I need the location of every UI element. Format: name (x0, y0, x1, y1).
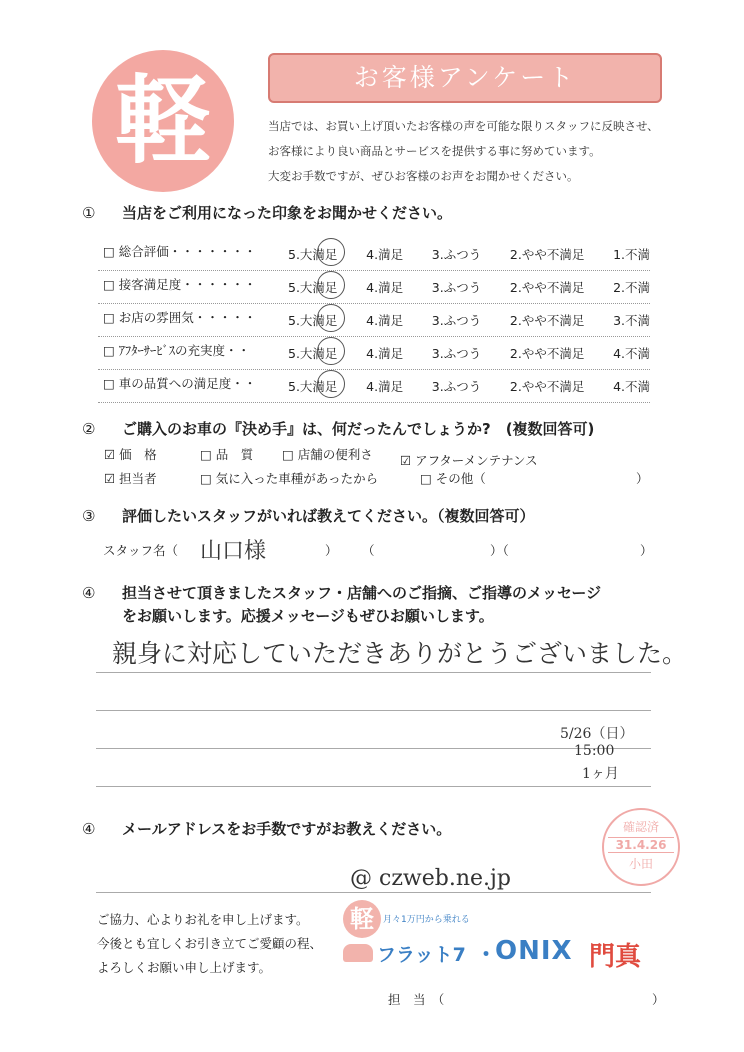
car-icon (343, 944, 373, 962)
rating-option[interactable]: 4.満足 (366, 280, 404, 295)
q1-heading (82, 202, 452, 223)
rating-option[interactable]: 4.満足 (366, 313, 404, 328)
checkbox-quality[interactable]: □ 品 質 (200, 447, 254, 462)
footer-line-2: 今後とも宜しくお引き立てご愛顧の程、 (97, 936, 323, 951)
checkbox-after-maintenance[interactable]: ☑ アフターメンテナンス (400, 453, 538, 468)
brand-name-kadoma: 門真 (589, 942, 642, 972)
rating-option[interactable]: 5.大満足 (288, 280, 338, 295)
rating-option[interactable]: 4.満足 (366, 346, 404, 361)
rating-option[interactable]: 3.ふつう (431, 346, 482, 361)
rating-rule (98, 270, 650, 271)
email-value[interactable]: @ czweb.ne.jp (350, 866, 511, 891)
q5-number: ④ (82, 820, 96, 838)
rating-option[interactable]: 3.不満 (613, 313, 650, 328)
confirmation-stamp (602, 808, 680, 886)
rating-option[interactable]: 1.不満 (613, 247, 650, 262)
q1-number: ① (82, 204, 96, 222)
other-close-paren: ） (636, 471, 649, 486)
brand-logo (335, 900, 660, 976)
q2-heading-text: ご購入のお車の『決め手』は、何だったんでしょうか? (複数回答可) (122, 420, 595, 438)
message-rule (96, 786, 651, 787)
checkbox-price[interactable]: ☑ 価 格 (104, 447, 157, 462)
rating-option[interactable]: 2.不満 (613, 280, 650, 295)
rating-label-1[interactable]: □ 総合評価・・・・・・・ (103, 244, 257, 259)
brand-tagline: 月々1万円から乗れる (383, 915, 470, 925)
period-note: 1ヶ月 (582, 766, 619, 782)
handwritten-circle-mark (317, 370, 345, 398)
stamp-name: 小田 (628, 857, 653, 871)
rating-option[interactable]: 5.大満足 (288, 247, 338, 262)
paren: （ (362, 543, 375, 558)
rating-option[interactable]: 3.ふつう (431, 313, 482, 328)
q4-number: ④ (82, 584, 96, 602)
handwritten-circle-mark (317, 271, 345, 299)
brand-name-flat7: フラット7 (377, 944, 466, 966)
q4-heading-line1: 担当させて頂きましたスタッフ・店舗へのご指摘、ご指導のメッセージ (122, 584, 602, 602)
checkbox-favorite-model[interactable]: □ 気に入った車種があったから (200, 471, 379, 486)
checkbox-store-convenience[interactable]: □ 店舗の便利さ (282, 447, 373, 462)
q4-heading (82, 582, 601, 603)
date-note: 5/26（日） (560, 726, 634, 742)
rating-label-2[interactable]: □ 接客満足度・・・・・・ (103, 277, 257, 292)
rating-option[interactable]: 4.不満 (613, 346, 650, 361)
brand-glyph: 軽 (343, 900, 381, 938)
paren: ）（ (490, 543, 509, 558)
rating-label-3[interactable]: □ お店の雰囲気・・・・・ (103, 310, 257, 325)
rating-option[interactable]: 2.やや不満足 (509, 313, 585, 328)
rating-option[interactable]: 2.やや不満足 (509, 247, 585, 262)
handwritten-circle-mark (317, 304, 345, 332)
stamp-date: 31.4.26 (608, 837, 674, 853)
logo-glyph: 軽 (115, 64, 211, 177)
message-text[interactable]: 親身に対応していただきありがとうございました。 (112, 639, 688, 668)
rating-option[interactable]: 4.不満 (613, 379, 650, 394)
rating-rule (98, 336, 650, 337)
rating-option[interactable]: 5.大満足 (288, 379, 338, 394)
paren: ） (325, 543, 338, 558)
rating-label-5[interactable]: □ 車の品質への満足度・・ (103, 376, 257, 391)
rating-option[interactable]: 3.ふつう (431, 280, 482, 295)
checkbox-other[interactable]: □ その他（ (420, 471, 486, 486)
rating-rule (98, 369, 650, 370)
q3-number: ③ (82, 507, 96, 525)
intro-line-3: 大変お手数ですが、ぜひお客様のお声をお聞かせください。 (268, 169, 579, 183)
handwritten-circle-mark (317, 238, 345, 266)
brand-dot: ・ (475, 943, 498, 968)
checkbox-staff[interactable]: ☑ 担当者 (104, 471, 157, 486)
stamp-top-text: 確認済 (622, 820, 659, 834)
q3-heading (82, 505, 535, 526)
footer-line-1: ご協力、心よりお礼を申し上げます。 (97, 912, 309, 927)
q2-heading (82, 418, 594, 439)
q4-heading-line2: をお願いします。応援メッセージもぜひお願いします。 (122, 607, 494, 625)
staff-name-value[interactable]: 山口様 (200, 539, 267, 564)
intro-line-1: 当店では、お買い上げ頂いたお客様の声を可能な限りスタッフに反映させ、 (268, 119, 659, 133)
rating-label-4[interactable]: □ ｱﾌﾀｰｻｰﾋﾞｽの充実度・・ (103, 343, 251, 358)
message-rule (96, 672, 651, 673)
handwritten-circle-mark (317, 337, 345, 365)
tanto-label: 担 当 （ (388, 992, 445, 1007)
time-note: 15:00 (574, 743, 615, 759)
rating-option[interactable]: 3.ふつう (431, 379, 482, 394)
rating-option[interactable]: 5.大満足 (288, 313, 338, 328)
message-rule (96, 710, 651, 711)
q1-heading-text: 当店をご利用になった印象をお聞かせください。 (122, 204, 453, 222)
q5-heading (82, 818, 451, 839)
tanto-close-paren: ） (652, 992, 665, 1007)
staff-name-label: スタッフ名（ (103, 543, 179, 558)
survey-title: お客様アンケート (268, 53, 662, 103)
rating-option[interactable]: 2.やや不満足 (509, 280, 585, 295)
rating-option[interactable]: 3.ふつう (431, 247, 482, 262)
q3-heading-text: 評価したいスタッフがいれば教えてください。（複数回答可） (122, 507, 535, 525)
intro-line-2: お客様により良い商品とサービスを提供する事に努めています。 (268, 144, 601, 158)
paren: ） (640, 543, 653, 558)
brand-name-onix: ONIX (495, 936, 573, 966)
rating-option[interactable]: 5.大満足 (288, 346, 338, 361)
rating-rule (98, 303, 650, 304)
email-rule (96, 892, 651, 893)
q2-number: ② (82, 420, 96, 438)
rating-option[interactable]: 2.やや不満足 (509, 379, 585, 394)
q5-heading-text: メールアドレスをお手数ですがお教えください。 (122, 820, 452, 838)
message-rule (96, 748, 651, 749)
rating-rule (98, 402, 650, 403)
footer-line-3: よろしくお願い申し上げます。 (97, 960, 272, 975)
rating-option[interactable]: 4.満足 (366, 247, 404, 262)
rating-option[interactable]: 2.やや不満足 (509, 346, 585, 361)
rating-option[interactable]: 4.満足 (366, 379, 404, 394)
